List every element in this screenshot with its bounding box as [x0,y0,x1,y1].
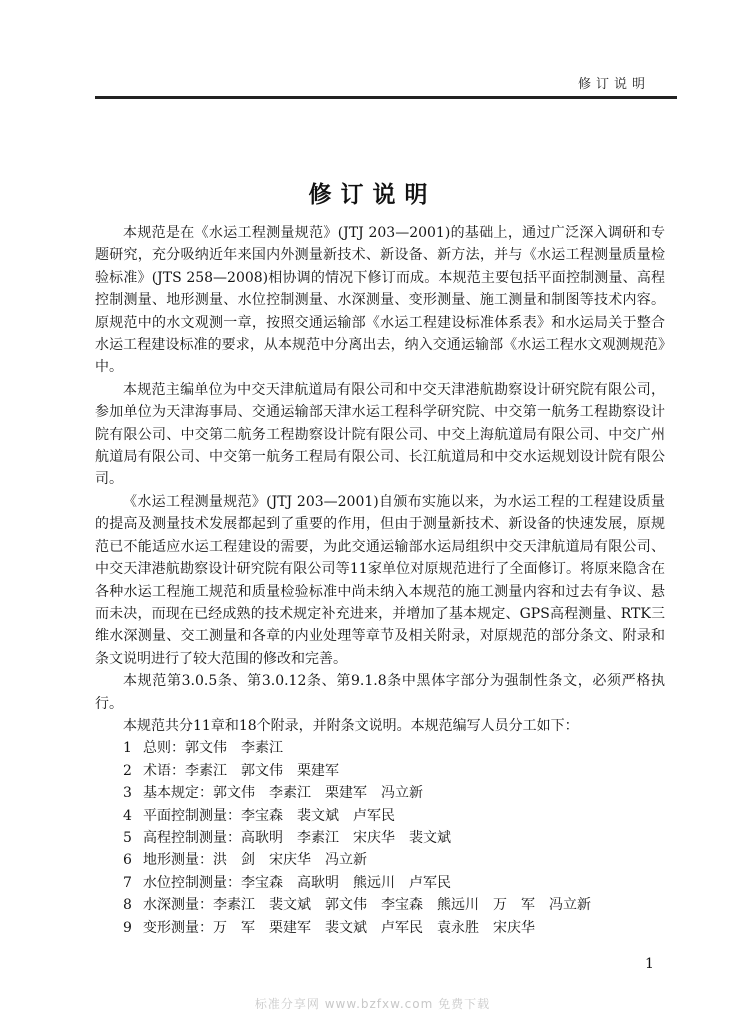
staff-list [95,737,665,939]
body-text [95,222,665,939]
page-title: 修订说明 [308,182,437,208]
list-item-number: 4 [123,807,132,824]
list-item [95,849,665,871]
list-item [95,894,665,916]
list-item [95,782,665,804]
list-item-text: 水位控制测量：李宝森 高耿明 熊远川 卢军民 [143,874,451,891]
list-item-text: 总则：郭文伟 李素江 [143,740,283,757]
list-item-number: 7 [123,874,132,891]
paragraph: 《水运工程测量规范》(JTJ 203—2001)自颁布实施以来，为水运工程的工程建设质量的提高及测量技术发展都起到了重要的作用，但由于测量新技术、新设备的快速发展，原规范已不能适应水运工程建设的需要，为此交通运输部水运局组织中交天津航道局有限公司、中交天津港航勘察设计研究院有限公司等11家单位对原规范进行了全面修订。将原来隐含在各种水运工程施工规范和质量检验标准中尚未纳入本规范的施工测量内容和过去有争议、悬而未决，而现在已经成熟的技术规定补充进来，并增加了基本规定、GPS高程测量、RTK三维水深测量、交工测量和各章的内业处理等章节及相关附录，对原规范的部分条文、附录和条文说明进行了较大范围的修改和完善。 [95,493,665,667]
list-item-number: 5 [123,829,132,846]
page-number: 1 [645,956,654,972]
list-item [95,917,665,939]
list-item [95,737,665,759]
list-item [95,760,665,782]
list-item-text: 平面控制测量：李宝森 裴文斌 卢军民 [143,807,395,824]
list-item-text: 术语：李素江 郭文伟 栗建军 [143,762,339,779]
paragraph: 本规范是在《水运工程测量规范》(JTJ 203—2001)的基础上，通过广泛深入调研和专题研究，充分吸纳近年来国内外测量新技术、新设备、新方法，并与《水运工程测量质量检验标准》(JTS 258—2008)相协调的情况下修订而成。本规范主要包括平面控制测量、高程控制测量、地形测量、水位控制测量、水深测量、变形测量、施工测量和制图等技术内容。原规范中的水文观测一章，按照交通运输部《水运工程建设标准体系表》和水运局关于整合水运工程建设标准的要求，从本规范中分离出去，纳入交通运输部《水运工程水文观测规范》中。 [95,225,665,376]
paragraph: 本规范第3.0.5条、第3.0.12条、第9.1.8条中黑体字部分为强制性条文，必须严格执行。 [95,673,665,712]
list-item-text: 变形测量：万 军 栗建军 裴文斌 卢军民 袁永胜 宋庆华 [143,919,535,936]
paragraph: 本规范共分11章和18个附录，并附条文说明。本规范编写人员分工如下： [123,717,579,734]
list-item-text: 水深测量：李素江 裴文斌 郭文伟 李宝森 熊远川 万 军 冯立新 [143,897,591,914]
list-item-number: 6 [123,852,132,869]
list-item-text: 基本规定：郭文伟 李素江 栗建军 冯立新 [143,785,423,802]
header-rule [95,96,677,99]
list-item-number: 1 [123,740,132,757]
list-item-number: 9 [123,919,132,936]
list-item-number: 3 [123,785,132,802]
list-item [95,872,665,894]
list-item-number: 2 [123,762,132,779]
list-item-text: 高程控制测量：高耿明 李素江 宋庆华 裴文斌 [143,829,451,846]
list-item-text: 地形测量：洪 剑 宋庆华 冯立新 [143,852,367,869]
list-item [95,827,665,849]
running-header: 修订说明 [577,77,650,92]
list-item-number: 8 [123,897,132,914]
watermark: 标准分享网 www.bzfxw.com 免费下载 [254,997,491,1011]
paragraph: 本规范主编单位为中交天津航道局有限公司和中交天津港航勘察设计研究院有限公司，参加单位为天津海事局、交通运输部天津水运工程科学研究院、中交第一航务工程勘察设计院有限公司、中交第二航务工程勘察设计院有限公司、中交上海航道局有限公司、中交广州航道局有限公司、中交第一航务工程局有限公司、长江航道局和中交水运规划设计院有限公司。 [95,381,665,488]
list-item [95,805,665,827]
